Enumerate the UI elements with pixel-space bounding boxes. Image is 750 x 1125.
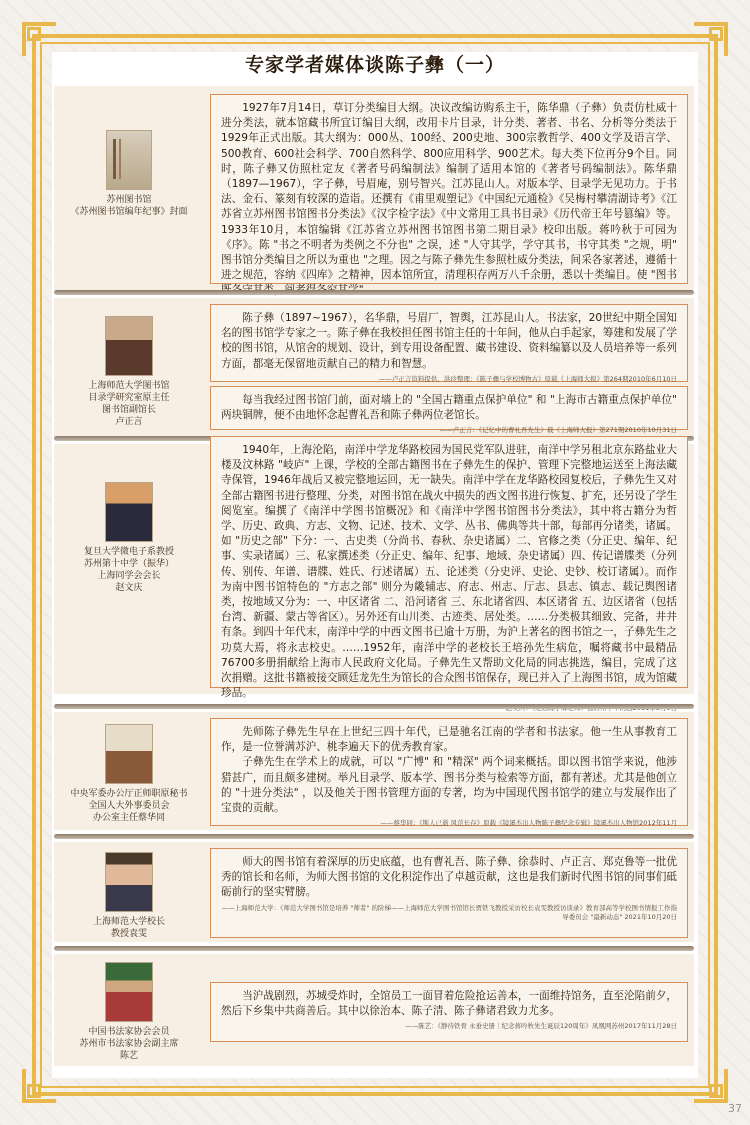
- caption-line: 上海同学会会长: [97, 571, 161, 581]
- section-6-caption: [54, 962, 204, 1062]
- caption-line: 上海师范大学校长: [92, 917, 165, 927]
- caption-line: 复旦大学微电子系教授: [83, 547, 174, 557]
- quote-box: [210, 386, 688, 435]
- caption-line: 苏州图书馆: [106, 195, 152, 205]
- caption-line: 卢正言: [115, 417, 143, 427]
- quote-paragraph: 当沪战剧烈，苏城受炸时，全馆员工一面冒着危险抢运善本，一面维持馆务，直至沦陷前夕，然后下乡集中共商善后。其中以徐治本、陈子清、陈子彝诸君致力尤多。: [221, 990, 677, 1018]
- quote-paragraph: 陈子彝（1897~1967），名华鼎，号眉厂，智舆，江苏昆山人。书法家，20世纪中期全国知名的图书馆学专家之一。陈子彝在我校担任图书馆主任的十年间，他从白手起家，筹建和发展了学校的图书馆，从馆舍的规划、设计，到专用设备配置、藏书建设、资料编纂以及人员培养等一系列方面，都毫无保留地贡献自己的精力和智慧。: [221, 312, 677, 370]
- section-5-caption: [54, 852, 204, 940]
- quote-paragraph: 子彝先生在学术上的成就，可以 "广博" 和 "精深" 两个词来概括。即以图书馆学来说，他涉猎甚广，而且颇多建树。举凡目录学、版本学、图书分类与检索等方面，都有著述。尤其是他创立的 "十进分类法" ，以及他关于图书管理方面的专著，均为中国现代图书馆学的建立与发展作出了宝贵的贡献。: [221, 756, 677, 815]
- section-divider: [54, 946, 694, 951]
- section-3-caption: [54, 482, 204, 594]
- quote-source: ——蔡华同：《斯人已逝 风范长存》原载《镜溪杰出人物陈子彝纪念专辑》镜溪杰出人物馆2012年11月: [380, 819, 677, 828]
- section-2: [54, 298, 694, 436]
- section-4-caption: [54, 724, 204, 824]
- portrait-photo: [105, 316, 153, 376]
- section-divider: [54, 290, 694, 295]
- caption-line: 苏州第十中学（振华）: [83, 559, 174, 569]
- quote-source: ——卢正言：《记忆中的曹礼吾先生》载《上海师大报》第271期2010年10月31日: [439, 426, 677, 435]
- caption-line: 中央军委办公厅正师职原秘书: [70, 789, 188, 799]
- quote-box: [210, 982, 688, 1042]
- section-3: [54, 444, 694, 700]
- quote-paragraph: 师大的图书馆有着深厚的历史底蕴，也有曹礼吾、陈子彝、徐恭时、卢正言、郑克鲁等一批优秀的馆长和名师，为师大图书馆的文化积淀作出了卓越贡献，这也是我们新时代图书馆的同事们砥砺前行的坚实臂膀。: [221, 856, 677, 899]
- caption-line: 赵文庆: [115, 583, 143, 593]
- quote-paragraph: 1927年7月14日，草订分类编目大纲。决议改编访购系主干，陈华鼎（子彝）负责仿杜威十进分类法，就本馆藏书所宜订编目大纲，改用卡片目录，计分类、著者、书名、分析等分类法于1929年正式出版。其大纲为：000丛、100经、200史地、300宗教哲学、400文学及语言学、500教育、600社会科学、700自然科学、800应用科学、900艺术。每大类下位再分9个目。同时，陈子彝又仿照杜定友《著者号码编制法》编制了适用本馆的《著者号码编制法》。陈华鼎（1897—1967），字子彝，号眉庵，别号智兴。江苏昆山人。对版本学、目录学无见功力。于书法、金石、篆刻有较深的造诣。还撰有《甫里观塑记》《中国纪元通检》《吴梅村攀清湖诗考》《江苏省立苏州图书馆图书分类法》《汉字检字法》《中文常用工具书目录》《历代帝王年号篡编》等。1933年10月，本馆编辑《江苏省立苏州图书馆图书第二期目录》校印出版。蒋吟秋于可园为《序》。陈 "书之不明者为类例之不分也" 之误，述 "人守其学，学守其书，书守其类 "之规，明" 图书馆分类编目之所以为重也 "之理。因之与陈子彝先生参照杜威分类法，间采各家著述，遵循十进之规范，容纳《四库》之精神，因本馆所宜，清理积存两万八千余册，悉以十类编目。使 "图书: [221, 102, 677, 282]
- quote-paragraph: 1940年，上海沦陷，南洋中学龙华路校园为国民党军队进驻，南洋中学另租北京东路盐业大楼及汶林路 "岐庐" 上课，学校的全部古籍图书在子彝先生的保护、管理下完整地运送至上海法藏寺保管，1946年战后又被完整地运回，无一缺失。南洋中学在龙华路校园复校后，子彝先生又对全部古籍图书进行整理、分类，对图书馆在战火中损失的西文图书进行恢复、扩充，还另设了学生阅览室。编撰了《南洋中学图书馆概况》和《南洋中学图书馆图书分类法》，其中将古籍分为哲学、历史、政典、方志、文物、记述、技术、文学、丛书、佛典等共十部，每部再分诸类，诸属。如 "历史之部" 下分：一、古史类（分尚书、春秋、杂史诸属）二、官修之类（分正史、编年、纪事、实录诸属）三、私家撰述类（分正史、编年、纪事、地域、杂史诸属）四、传记谱牒类（分列传、别传、年谱、谱牒、姓氏、行述诸属）五、论述类（分史评、史论、史钞、校订诸属）。而作为南中图书馆特色的 "方志之部" 则分为畿辅志、府志、州志、厅志、县志、镇志、载记舆图诸类，按地域又分为：一、中区诸省 二、沿河诸省 三、东北诸省四、本区诸省 五、边区诸省（包括台湾、新疆、蒙古等省区）。另外还有山川类、古迹类、居处类。……分类极其细致、完备，井井有条。到四十年代末，南洋中学的中西文图书已逾十万册，为沪上著名的图书馆之一，子彝先生之功莫大焉，将永志校史。……1952年，南洋中学的老校长王培孙先生病危，嘱将藏书中最精品76700多册捐献给上海市人民政府文化局。子彝先生又帮助文化局的同志挑选，编目，完成了这次捐赠。这批书籍被接交顾廷龙先生为馆长的合众图书馆保存，现已并入了上海图书馆，成为馆藏珍品。: [221, 444, 677, 700]
- portrait-photo: [105, 724, 153, 784]
- section-4: [54, 712, 694, 830]
- quote-paragraph: 每当我经过图书馆门前，面对墙上的 "全国古籍重点保护单位" 和 "上海市古籍重点保护单位" 两块铜牌，便不由地怀念起曹礼吾和陈子彝两位老馆长。: [221, 394, 677, 422]
- section-divider: [54, 834, 694, 839]
- section-1-caption: [54, 130, 204, 218]
- quote-source: ——卢正言资料提供、洪玲整理：《陈子彝与学校博物古》原载《上海师大报》第264期2010年6月10日: [378, 374, 677, 383]
- section-1: [54, 86, 694, 290]
- caption-line: 《苏州图书馆编年纪事》封面: [70, 207, 188, 217]
- caption-line: 陈艺: [119, 1051, 138, 1061]
- caption-line: 图书馆副馆长: [101, 405, 156, 415]
- quote-box: [210, 436, 688, 700]
- caption-line: 上海师范大学图书馆: [88, 381, 170, 391]
- portrait-photo: [105, 962, 153, 1022]
- quote-box: [210, 94, 688, 284]
- caption-line: 全国人大外事委员会: [88, 801, 170, 811]
- section-2-caption: [54, 316, 204, 428]
- caption-line: 教授袁雯: [110, 929, 147, 939]
- frame-corner-knot: [709, 27, 723, 41]
- caption-line: 目录学研究室原主任: [88, 393, 170, 403]
- section-divider: [54, 704, 694, 709]
- quote-paragraph: 先师陈子彝先生早在上世纪三四十年代，已是驰名江南的学者和书法家。他一生从事教育工作，是一位誉满苏沪、桃李遍天下的优秀教育家。: [221, 726, 677, 754]
- frame-corner-knot: [27, 27, 41, 41]
- caption-line: 中国书法家协会会员: [88, 1027, 170, 1037]
- quote-source: ——陈艺：《静待铁骨 永垂史册｜纪念蒋吟秋先生诞辰120周年》凤凰网苏州2017年11月28日: [405, 1022, 677, 1031]
- frame-corner-knot: [709, 1084, 723, 1098]
- caption-line: 苏州市书法家协会副主席: [79, 1039, 179, 1049]
- portrait-photo: [105, 852, 153, 912]
- book-cover-image: [106, 130, 152, 190]
- quote-box: [210, 718, 688, 826]
- quote-box: [210, 304, 688, 382]
- page-title: 专家学者媒体谈陈子彝（一）: [244, 54, 505, 76]
- section-6: [54, 954, 694, 1066]
- portrait-photo: [105, 482, 153, 542]
- quote-box: [210, 848, 688, 938]
- caption-line: 办公室主任蔡华同: [92, 813, 165, 823]
- frame-corner-knot: [27, 1084, 41, 1098]
- section-5: [54, 842, 694, 942]
- quote-source: ——上海师范大学：《师范大学图书馆是培养 "师者" 的阶梯——上海师范大学图书馆馆长贾铁飞教授采访校长袁雯教授访谈录》教育部高等学校图书情报工作指导委员会 "最新动态" 2021年10月20日: [221, 903, 677, 921]
- page-number: 37: [728, 1102, 742, 1115]
